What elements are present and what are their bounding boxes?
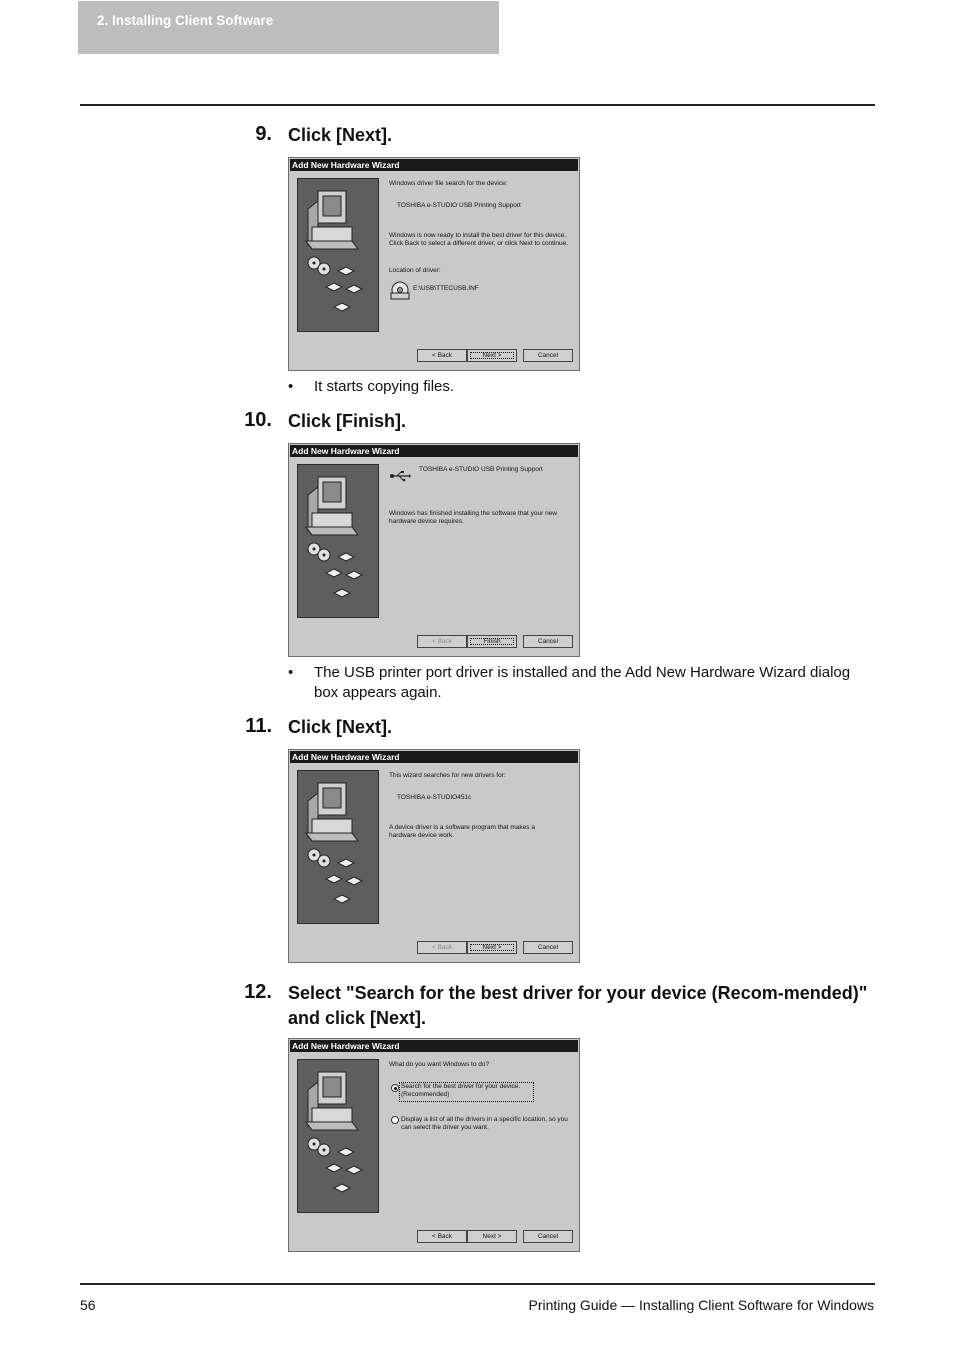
footer-title: Printing Guide — Installing Client Software for Windows bbox=[528, 1297, 874, 1313]
disk-icon bbox=[389, 280, 411, 300]
back-button[interactable]: < Back bbox=[417, 635, 467, 648]
wizard-illustration-icon bbox=[297, 464, 379, 618]
dialog-title-bar: Add New Hardware Wizard bbox=[290, 1040, 578, 1052]
step-number: 10. bbox=[244, 409, 272, 431]
wizard-dialog-step-12 bbox=[288, 1038, 580, 1252]
dialog-text-line: Windows is now ready to install the best driver for this device. Click Back to select a different driver, or click Next to continue. bbox=[389, 232, 569, 247]
step-title: Click [Next]. bbox=[288, 717, 393, 737]
dialog-text-line: Location of driver: bbox=[389, 267, 441, 274]
back-button[interactable]: < Back bbox=[417, 1230, 467, 1243]
radio-search-best-driver[interactable] bbox=[391, 1084, 399, 1092]
device-name: TOSHIBA e-STUDIO USB Printing Support bbox=[397, 202, 521, 209]
page-number: 56 bbox=[80, 1297, 96, 1313]
wizard-dialog-step-10 bbox=[288, 443, 580, 657]
wizard-illustration-icon bbox=[297, 1059, 379, 1213]
step-title: Select "Search for the best driver for your device (Recom-mended)" and click [Next]. bbox=[288, 983, 868, 1028]
cancel-button[interactable]: Cancel bbox=[523, 349, 573, 362]
dialog-title-bar: Add New Hardware Wizard bbox=[290, 751, 578, 763]
wizard-illustration-icon bbox=[297, 178, 379, 332]
step-number: 11. bbox=[245, 715, 272, 737]
radio-label-search[interactable]: Search for the best driver for your device. (Recommended) bbox=[401, 1083, 521, 1098]
device-name: TOSHIBA e-STUDIO451c bbox=[397, 794, 472, 801]
device-name: TOSHIBA e-STUDIO USB Printing Support bbox=[419, 466, 543, 473]
section-title: 2. Installing Client Software bbox=[97, 13, 274, 28]
finish-button[interactable]: Finish bbox=[467, 635, 517, 648]
header-rule bbox=[80, 104, 875, 106]
back-button[interactable]: < Back bbox=[417, 941, 467, 954]
radio-display-list[interactable] bbox=[391, 1116, 399, 1124]
dialog-text-line: Windows has finished installing the software that your new hardware device requires. bbox=[389, 510, 558, 525]
next-button[interactable]: Next > bbox=[467, 941, 517, 954]
step-title: Click [Next]. bbox=[288, 125, 393, 145]
cancel-button[interactable]: Cancel bbox=[523, 635, 573, 648]
driver-path: E:\USB\TTECUSB.INF bbox=[413, 285, 479, 292]
wizard-dialog-step-9 bbox=[288, 157, 580, 371]
next-button[interactable]: Next > bbox=[467, 1230, 517, 1243]
step-number: 9. bbox=[255, 123, 272, 145]
next-button[interactable]: Next > bbox=[467, 349, 517, 362]
dialog-question: What do you want Windows to do? bbox=[389, 1061, 490, 1068]
radio-label-display[interactable]: Display a list of all the drivers in a specific location, so you can select the driver you want. bbox=[401, 1116, 568, 1131]
dialog-text-line: Windows driver file search for the device: bbox=[389, 180, 508, 187]
dialog-text-line: A device driver is a software program that makes a hardware device work. bbox=[389, 824, 535, 839]
step-number: 12. bbox=[244, 981, 272, 1003]
footer-rule bbox=[80, 1283, 875, 1285]
back-button[interactable]: < Back bbox=[417, 349, 467, 362]
usb-icon bbox=[389, 470, 411, 482]
wizard-illustration-icon bbox=[297, 770, 379, 924]
wizard-dialog-step-11 bbox=[288, 749, 580, 963]
dialog-title-bar: Add New Hardware Wizard bbox=[290, 159, 578, 171]
dialog-text-line: This wizard searches for new drivers for: bbox=[389, 772, 506, 779]
cancel-button[interactable]: Cancel bbox=[523, 1230, 573, 1243]
dialog-title-bar: Add New Hardware Wizard bbox=[290, 445, 578, 457]
step-title: Click [Finish]. bbox=[288, 411, 407, 431]
cancel-button[interactable]: Cancel bbox=[523, 941, 573, 954]
section-header-band bbox=[78, 1, 499, 54]
